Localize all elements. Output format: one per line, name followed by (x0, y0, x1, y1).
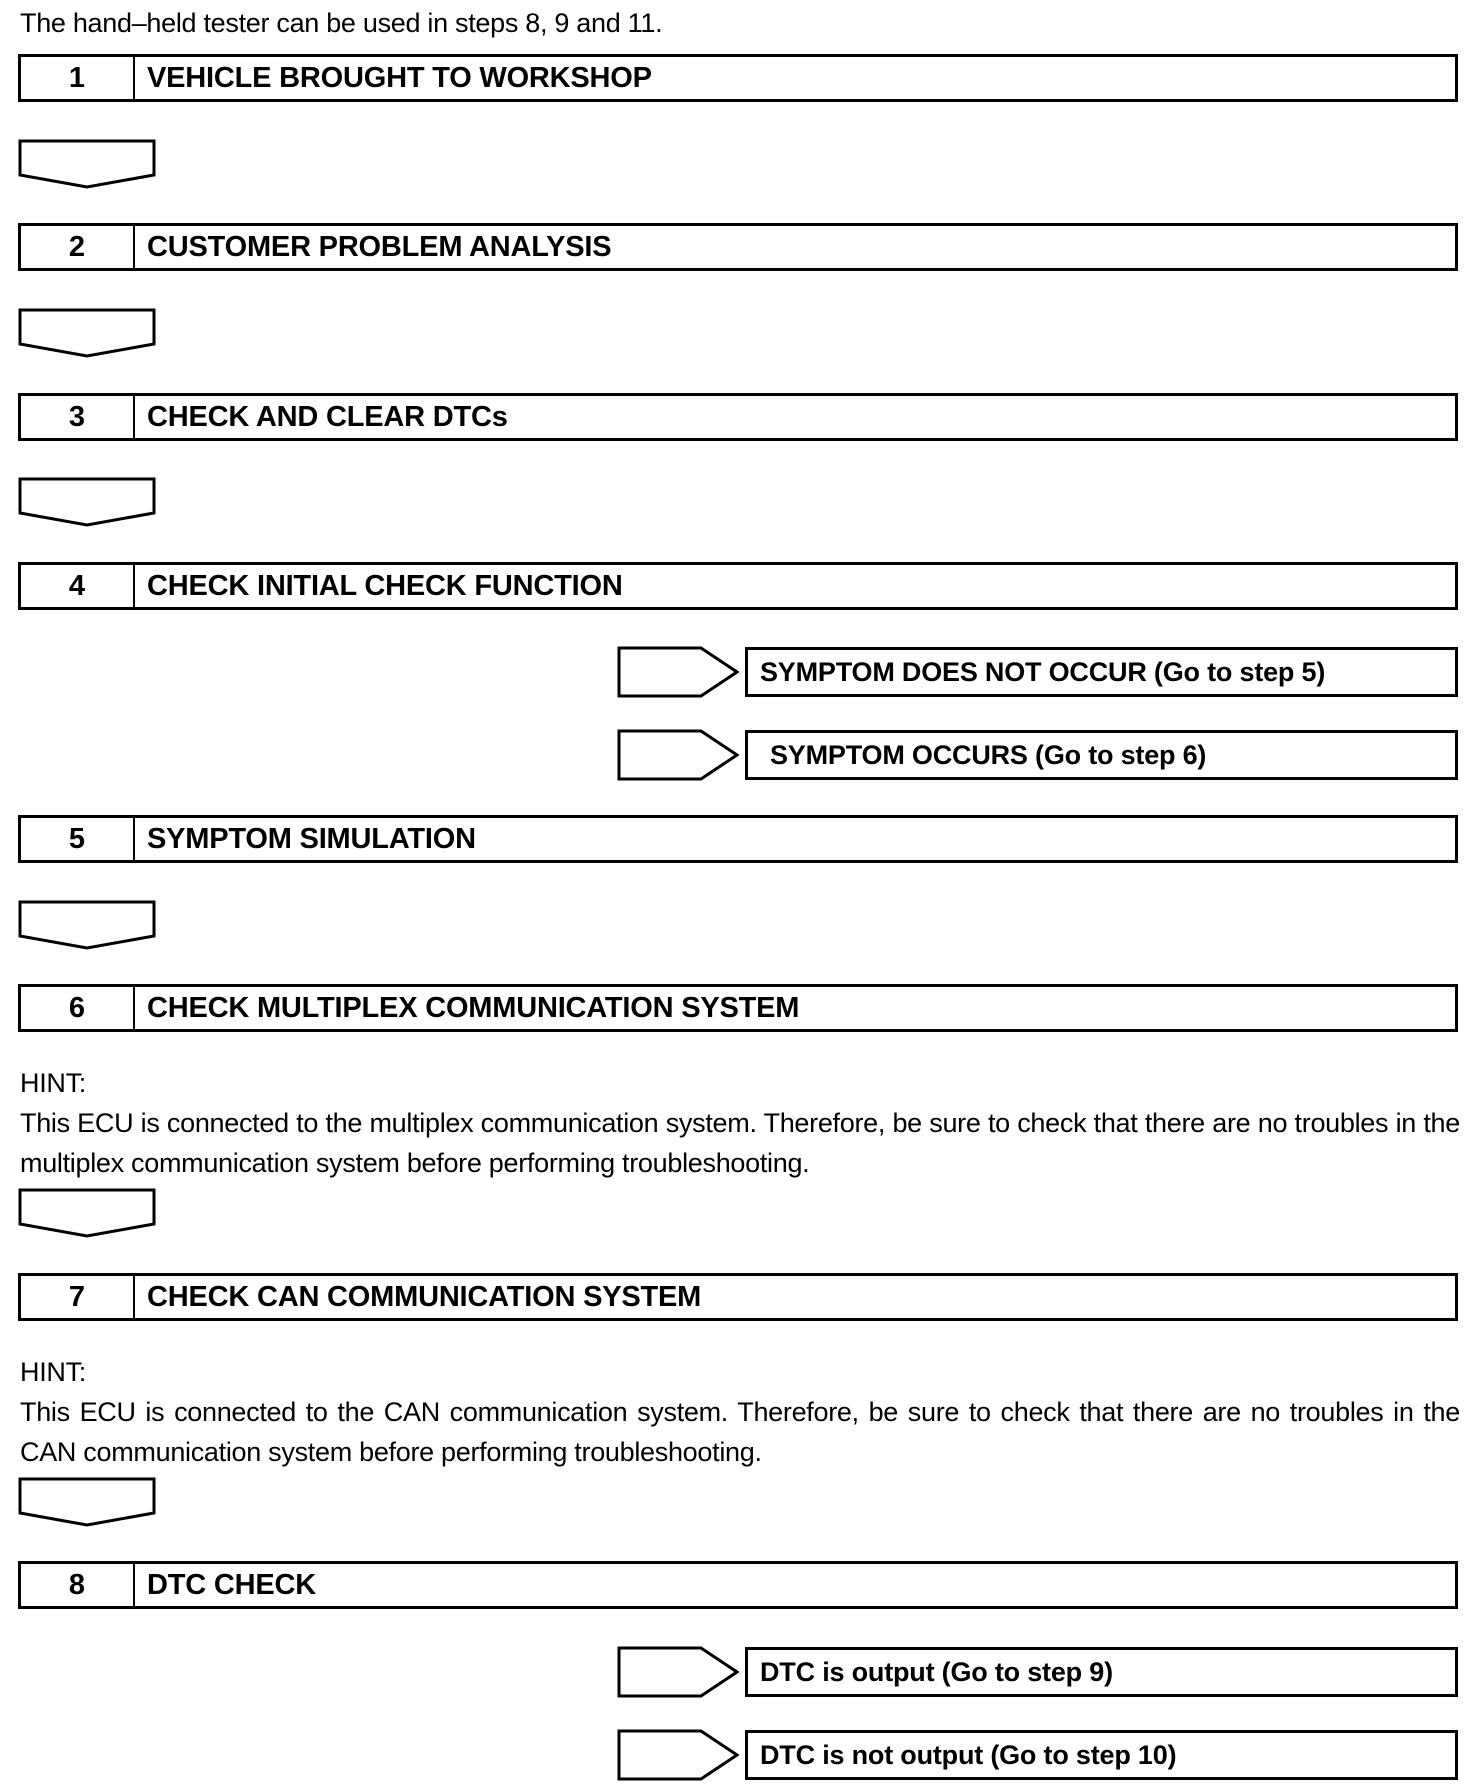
step-1 (18, 54, 1458, 102)
step-title: CUSTOMER PROBLEM ANALYSIS (147, 230, 612, 263)
step-8 (18, 1561, 1458, 1609)
hint-body: This ECU is connected to the CAN communication system. Therefore, be sure to check that there are no troubles in the CAN communication system before performing troubleshooting. (20, 1397, 1460, 1467)
down-arrow-icon (18, 308, 156, 358)
branch-symptom-occurs: SYMPTOM OCCURS (Go to step 6) (745, 730, 1458, 780)
branch-dtc-output: DTC is output (Go to step 9) (745, 1647, 1458, 1697)
hint-label: HINT: (20, 1357, 87, 1387)
hint-label: HINT: (20, 1068, 87, 1098)
step-number: 1 (21, 57, 135, 99)
branch-dtc-not-output: DTC is not output (Go to step 10) (745, 1730, 1458, 1780)
branch-symptom-does-not-occur: SYMPTOM DOES NOT OCCUR (Go to step 5) (745, 647, 1458, 697)
step-title: CHECK CAN COMMUNICATION SYSTEM (147, 1280, 702, 1313)
down-arrow-icon (18, 1188, 156, 1238)
step-number: 4 (21, 565, 135, 607)
step-number: 2 (21, 226, 135, 268)
right-arrow-icon (617, 646, 739, 698)
step-number: 7 (21, 1276, 135, 1318)
hint-body: This ECU is connected to the multiplex communication system. Therefore, be sure to check that there are no troubles in the multiplex communication system before performing troubleshooting. (20, 1108, 1460, 1178)
step-number: 5 (21, 818, 135, 860)
step-number: 6 (21, 987, 135, 1029)
step-title: DTC CHECK (147, 1568, 316, 1601)
down-arrow-icon (18, 900, 156, 950)
right-arrow-icon (617, 729, 739, 781)
step-title: CHECK MULTIPLEX COMMUNICATION SYSTEM (147, 991, 800, 1024)
down-arrow-icon (18, 139, 156, 189)
down-arrow-icon (18, 477, 156, 527)
step-6 (18, 984, 1458, 1032)
intro-text: The hand–held tester can be used in steps 8, 9 and 11. (20, 8, 663, 38)
step-2 (18, 223, 1458, 271)
step-title: SYMPTOM SIMULATION (147, 822, 476, 855)
step-7 (18, 1273, 1458, 1321)
right-arrow-icon (617, 1729, 739, 1781)
step-title: CHECK INITIAL CHECK FUNCTION (147, 569, 623, 602)
step-number: 8 (21, 1564, 135, 1606)
down-arrow-icon (18, 1477, 156, 1527)
hint-step-7 (20, 1352, 1460, 1472)
step-title: VEHICLE BROUGHT TO WORKSHOP (147, 61, 652, 94)
step-title: CHECK AND CLEAR DTCs (147, 400, 508, 433)
step-5 (18, 815, 1458, 863)
step-number: 3 (21, 396, 135, 438)
hint-step-6 (20, 1063, 1460, 1183)
step-3 (18, 393, 1458, 441)
step-4 (18, 562, 1458, 610)
right-arrow-icon (617, 1646, 739, 1698)
